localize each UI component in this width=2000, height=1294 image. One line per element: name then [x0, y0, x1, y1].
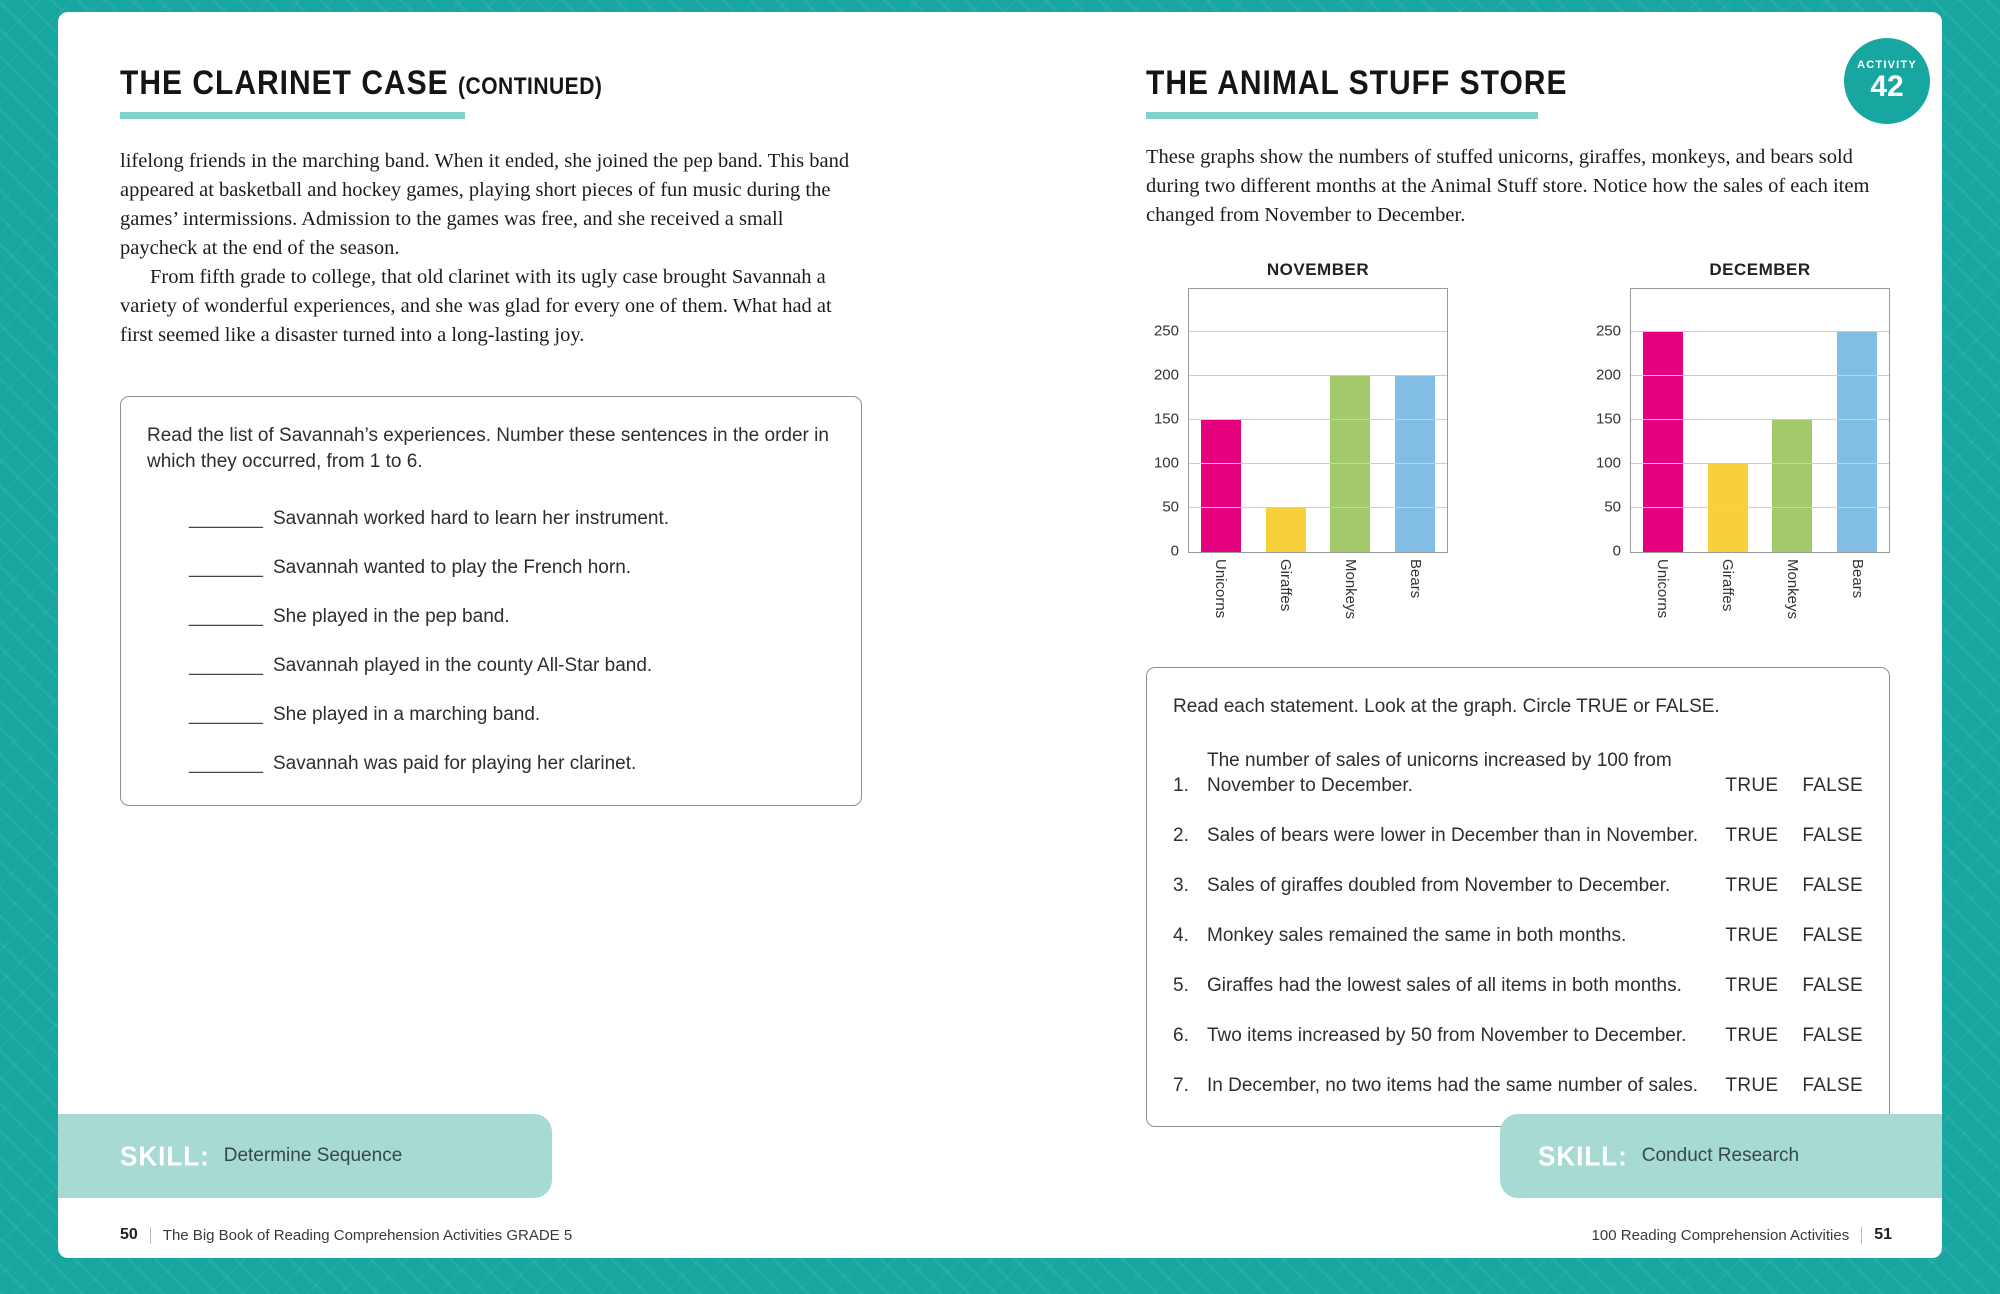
bar-slot: [1696, 289, 1761, 552]
statement-number: 3.: [1173, 875, 1189, 896]
plot-wrap: [1630, 288, 1890, 633]
true-option[interactable]: TRUE: [1725, 975, 1779, 996]
gridline: [1189, 463, 1447, 464]
story-text: [120, 147, 862, 350]
sequence-item: [147, 655, 835, 677]
sequence-list: [147, 508, 835, 775]
gridline: [1631, 331, 1889, 332]
left-title-continued: (CONTINUED): [458, 73, 603, 100]
true-false-options: [1725, 923, 1863, 948]
statement-row: [1173, 973, 1863, 998]
false-option[interactable]: FALSE: [1802, 1025, 1863, 1046]
sequence-activity-box: [120, 396, 862, 806]
gridline: [1631, 375, 1889, 376]
skill-banner-right: [1500, 1114, 1942, 1198]
true-option[interactable]: TRUE: [1725, 925, 1779, 946]
footer-text: 100 Reading Comprehension Activities: [1591, 1226, 1850, 1244]
y-axis-labels: [1588, 288, 1630, 559]
statement-number: 7.: [1173, 1075, 1189, 1096]
true-false-options: [1725, 1073, 1863, 1098]
page-right: [1000, 12, 1942, 1258]
footer-divider: [1861, 1227, 1862, 1244]
y-tick-label: 50: [1162, 498, 1179, 516]
statement-row: [1173, 748, 1863, 798]
footer-divider: [150, 1227, 151, 1244]
false-option[interactable]: FALSE: [1802, 825, 1863, 846]
bar-bears: [1837, 332, 1877, 551]
x-label-slot: [1188, 559, 1253, 633]
answer-blank[interactable]: _______: [189, 752, 263, 774]
x-label-slot: [1318, 559, 1383, 633]
bar-slot: [1631, 289, 1696, 552]
x-label-slot: [1760, 559, 1825, 633]
x-label-slot: [1383, 559, 1448, 633]
statement-text: Sales of giraffes doubled from November to December.: [1207, 875, 1671, 896]
chart-title: DECEMBER: [1709, 259, 1811, 279]
story-paragraph: lifelong friends in the marching band. When it ended, she joined the pep band. This band appeared at basketball and hockey games, playing short pieces of fun music during the games’ intermissions. Admission to the games was free, and she received a small paycheck at the end of the season.: [120, 149, 850, 259]
bar-slot: [1318, 289, 1383, 552]
statement-number: 6.: [1173, 1025, 1189, 1046]
true-false-instructions: Read each statement. Look at the graph. Circle TRUE or FALSE.: [1173, 695, 1720, 717]
x-tick-label: Giraffes: [1277, 558, 1294, 611]
sequence-item-text: Savannah was paid for playing her clarinet.: [272, 752, 637, 774]
bar-unicorns: [1201, 420, 1241, 552]
bar-unicorns: [1643, 332, 1683, 551]
sequence-item: [147, 557, 835, 579]
bar-slot: [1189, 289, 1254, 552]
answer-blank[interactable]: _______: [189, 605, 263, 627]
skill-label: SKILL:: [120, 1139, 210, 1172]
bar-chart-november: [1146, 260, 1448, 633]
statement-row: [1173, 1073, 1863, 1098]
skill-value: Determine Sequence: [223, 1145, 403, 1166]
statement-text: Sales of bears were lower in December than in November.: [1207, 825, 1699, 846]
y-tick-label: 250: [1595, 322, 1621, 340]
sequence-item-text: She played in the pep band.: [272, 605, 510, 627]
statement-text: In December, no two items had the same number of sales.: [1207, 1075, 1699, 1096]
left-content: [120, 64, 862, 806]
statement-list: [1173, 748, 1863, 1098]
bar-slot: [1760, 289, 1825, 552]
intro-text: These graphs show the numbers of stuffed unicorns, giraffes, monkeys, and bears sold during two different months at the Animal Stuff store. Notice how the sales of each item changed from November to December.: [1146, 145, 1870, 226]
sequence-item-text: She played in a marching band.: [272, 703, 541, 725]
true-false-options: [1725, 773, 1863, 798]
sequence-item-text: Savannah wanted to play the French horn.: [272, 556, 632, 578]
true-option[interactable]: TRUE: [1725, 875, 1779, 896]
true-option[interactable]: TRUE: [1725, 825, 1779, 846]
bar-slot: [1254, 289, 1319, 552]
x-tick-label: Bears: [1849, 558, 1866, 598]
y-tick-label: 0: [1612, 542, 1621, 559]
true-option[interactable]: TRUE: [1725, 1075, 1779, 1096]
bar-giraffes: [1708, 464, 1748, 552]
bar-chart-december: [1588, 260, 1890, 633]
bar-slot: [1825, 289, 1890, 552]
gridline: [1189, 507, 1447, 508]
book-spread: [58, 12, 1942, 1258]
answer-blank[interactable]: _______: [189, 556, 263, 578]
charts-row: [1146, 260, 1890, 633]
x-axis-labels: [1188, 559, 1448, 633]
true-false-box: [1146, 667, 1890, 1128]
gridline: [1189, 331, 1447, 332]
bar-slot: [1383, 289, 1448, 552]
answer-blank[interactable]: _______: [189, 703, 263, 725]
chart-body: [1588, 288, 1890, 633]
gridline: [1631, 463, 1889, 464]
statement-number: 5.: [1173, 975, 1189, 996]
gridline: [1189, 375, 1447, 376]
statement-row: [1173, 823, 1863, 848]
false-option[interactable]: FALSE: [1802, 975, 1863, 996]
false-option[interactable]: FALSE: [1802, 775, 1863, 796]
skill-value: Conduct Research: [1641, 1145, 1800, 1166]
y-tick-label: 150: [1153, 410, 1179, 428]
false-option[interactable]: FALSE: [1802, 1075, 1863, 1096]
sequence-item: [147, 606, 835, 628]
statement-number: 4.: [1173, 925, 1189, 946]
gridline: [1189, 419, 1447, 420]
gridline: [1631, 507, 1889, 508]
x-tick-label: Monkeys: [1342, 558, 1359, 619]
statement-text: Monkey sales remained the same in both months.: [1207, 925, 1627, 946]
y-tick-label: 200: [1595, 366, 1621, 384]
true-false-options: [1725, 823, 1863, 848]
y-tick-label: 50: [1604, 498, 1621, 516]
bar-monkeys: [1772, 420, 1812, 552]
x-tick-label: Bears: [1407, 558, 1424, 598]
statement-number: 2.: [1173, 825, 1189, 846]
chart-title: NOVEMBER: [1266, 259, 1370, 279]
page-number: 50: [120, 1226, 138, 1243]
y-tick-label: 250: [1153, 322, 1179, 340]
x-axis-labels: [1630, 559, 1890, 633]
true-false-options: [1725, 1023, 1863, 1048]
sequence-item-text: Savannah worked hard to learn her instrument.: [272, 507, 670, 529]
bar-giraffes: [1266, 508, 1306, 552]
statement-number: 1.: [1173, 775, 1189, 796]
y-tick-label: 100: [1595, 454, 1621, 472]
skill-label: SKILL:: [1538, 1139, 1628, 1172]
false-option[interactable]: FALSE: [1802, 925, 1863, 946]
statement-text: Two items increased by 50 from November to December.: [1207, 1025, 1687, 1046]
footer-right: [1592, 1226, 1892, 1244]
sequence-item: [147, 704, 835, 726]
right-content: [1146, 64, 1890, 1127]
statement-row: [1173, 1023, 1863, 1048]
statement-text: Giraffes had the lowest sales of all items in both months.: [1207, 975, 1682, 996]
x-label-slot: [1630, 559, 1695, 633]
plot-area: [1188, 288, 1448, 553]
skill-banner-left: [58, 1114, 552, 1198]
title-underline: [1146, 112, 1538, 119]
right-page-title: THE ANIMAL STUFF STORE: [1146, 64, 1568, 103]
answer-blank[interactable]: _______: [189, 654, 263, 676]
x-tick-label: Unicorns: [1212, 558, 1229, 618]
page-number: 51: [1874, 1226, 1892, 1243]
left-page-title: [120, 66, 862, 102]
sequence-instructions: Read the list of Savannah’s experiences. Number these sentences in the order in which they occurred, from 1 to 6.: [147, 424, 829, 472]
y-tick-label: 150: [1595, 410, 1621, 428]
x-label-slot: [1695, 559, 1760, 633]
true-option[interactable]: TRUE: [1725, 1025, 1779, 1046]
x-tick-label: Monkeys: [1784, 558, 1801, 619]
page-left: [58, 12, 1000, 1258]
x-label-slot: [1825, 559, 1890, 633]
sequence-item: [147, 508, 835, 530]
sequence-item-text: Savannah played in the county All-Star band.: [272, 654, 653, 676]
left-title-main: THE CLARINET CASE: [120, 64, 449, 103]
x-tick-label: Unicorns: [1654, 558, 1671, 618]
statement-row: [1173, 923, 1863, 948]
gridline: [1631, 419, 1889, 420]
plot-area: [1630, 288, 1890, 553]
statement-row: [1173, 873, 1863, 898]
x-tick-label: Giraffes: [1719, 558, 1736, 611]
x-label-slot: [1253, 559, 1318, 633]
statement-text: The number of sales of unicorns increased by 100 from November to December.: [1207, 750, 1672, 796]
true-false-options: [1725, 973, 1863, 998]
footer-left: [120, 1226, 572, 1244]
sequence-item: [147, 753, 835, 775]
activity-badge-number: 42: [1870, 70, 1904, 104]
y-tick-label: 100: [1153, 454, 1179, 472]
title-underline: [120, 112, 465, 119]
y-axis-labels: [1146, 288, 1188, 559]
story-paragraph: From fifth grade to college, that old clarinet with its ugly case brought Savannah a variety of wonderful experiences, and she was glad for every one of them. What had at first seemed like a disaster turned into a long-lasting joy.: [120, 265, 832, 346]
false-option[interactable]: FALSE: [1802, 875, 1863, 896]
activity-badge-label: ACTIVITY: [1857, 59, 1917, 72]
footer-text: The Big Book of Reading Comprehension Activities GRADE 5: [162, 1226, 573, 1244]
plot-wrap: [1188, 288, 1448, 633]
chart-body: [1146, 288, 1448, 633]
answer-blank[interactable]: _______: [189, 507, 263, 529]
true-false-options: [1725, 873, 1863, 898]
y-tick-label: 200: [1153, 366, 1179, 384]
y-tick-label: 0: [1170, 542, 1179, 559]
true-option[interactable]: TRUE: [1725, 775, 1779, 796]
